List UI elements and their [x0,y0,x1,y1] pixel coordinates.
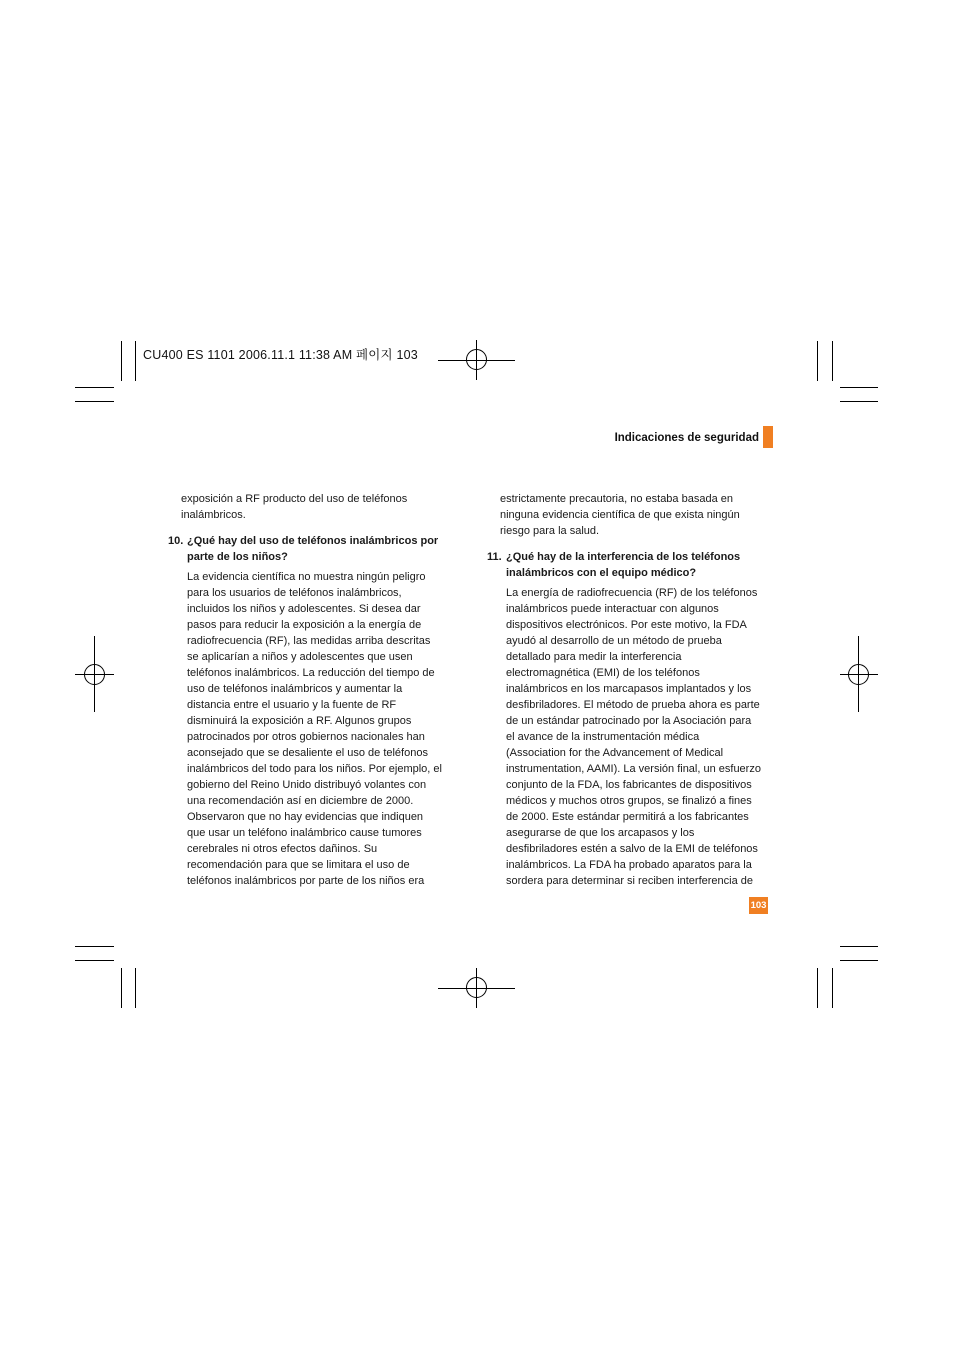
right-column [487,491,777,899]
crop-mark [75,401,114,402]
question-number: 10. [168,535,184,547]
question-heading [168,533,458,565]
crop-mark [840,401,878,402]
crop-mark [135,341,136,381]
print-slug: CU400 ES 1101 2006.11.1 11:38 AM 페이지 103 [143,348,418,362]
crop-mark [840,960,878,961]
crop-mark [135,968,136,1008]
question-title: ¿Qué hay de la interferencia de los teléfonos inalámbricos con el equipo médico? [506,551,741,579]
crop-mark [817,968,818,1008]
crop-mark [121,968,122,1008]
crop-mark [840,387,878,388]
crop-mark [817,341,818,381]
section-title: Indicaciones de seguridad [614,432,759,444]
question-body: La evidencia científica no muestra ningún peligro para los usuarios de teléfonos inalámbricos, incluidos los niños y adolescentes. Si desea dar pasos para reducir la exposición a la energía de radiofrecuencia (RF), las medidas arriba descritas se aplicarían a niños y adolescentes que usen teléfonos inalámbricos. La reducción del tiempo de uso de teléfonos inalámbricos y aumentar la distancia entre el usuario y la fuente de RF disminuirá la exposición a RF. Algunos grupos patrocinados por otros gobiernos nacionales han aconsejado que se desaliente el uso de teléfonos inalámbricos del todo para los niños. Por ejemplo, el gobierno del Reino Unido distribuyó volantes con una recomendación así en diciembre de 2000. Observaron que no hay evidencias que indiquen que usar un teléfono inalámbrico cause tumores cerebrales ni otros efectos dañinos. Su recomendación para que se limitara el uso de teléfonos inalámbricos por parte de los niños era [187,571,442,887]
question-title: ¿Qué hay del uso de teléfonos inalámbricos por parte de los niños? [187,535,439,563]
question-heading [487,549,777,581]
crop-mark [75,960,114,961]
crop-mark [75,946,114,947]
left-column [168,491,458,899]
question-number: 11. [487,551,502,563]
section-tab-marker [763,426,773,448]
continuation-paragraph: exposición a RF producto del uso de teléfonos inalámbricos. [181,493,408,521]
crop-mark [832,341,833,381]
crop-mark [832,968,833,1008]
continuation-paragraph: estrictamente precautoria, no estaba basada en ninguna evidencia científica de que exista ningún riesgo para la salud. [500,493,740,537]
page-number-badge: 103 [749,897,768,914]
crop-mark [121,341,122,381]
crop-mark [75,387,114,388]
crop-mark [840,946,878,947]
question-body: La energía de radiofrecuencia (RF) de los teléfonos inalámbricos puede interactuar con algunos dispositivos electrónicos. Por este motivo, la FDA ayudó al desarrollo de un método de prueba detallado para medir la interferencia electromagnética (EMI) de los teléfonos inalámbricos en los marcapasos implantados y los desfibriladores. El método de prueba ahora es parte de un estándar patrocinado por la Asociación para el avance de la instrumentación médica (Association for the Advancement of Medical instrumentation, AAMI). La versión final, un esfuerzo conjunto de la FDA, los fabricantes de dispositivos médicos y muchos otros grupos, se finalizó a fines de 2000. Este estándar permitirá a los fabricantes asegurarse de que los arcapasos y los desfibriladores estén a salvo de la EMI de teléfonos inalámbricos. La FDA ha probado aparatos para la sordera para determinar si reciben interferencia de [506,587,761,887]
